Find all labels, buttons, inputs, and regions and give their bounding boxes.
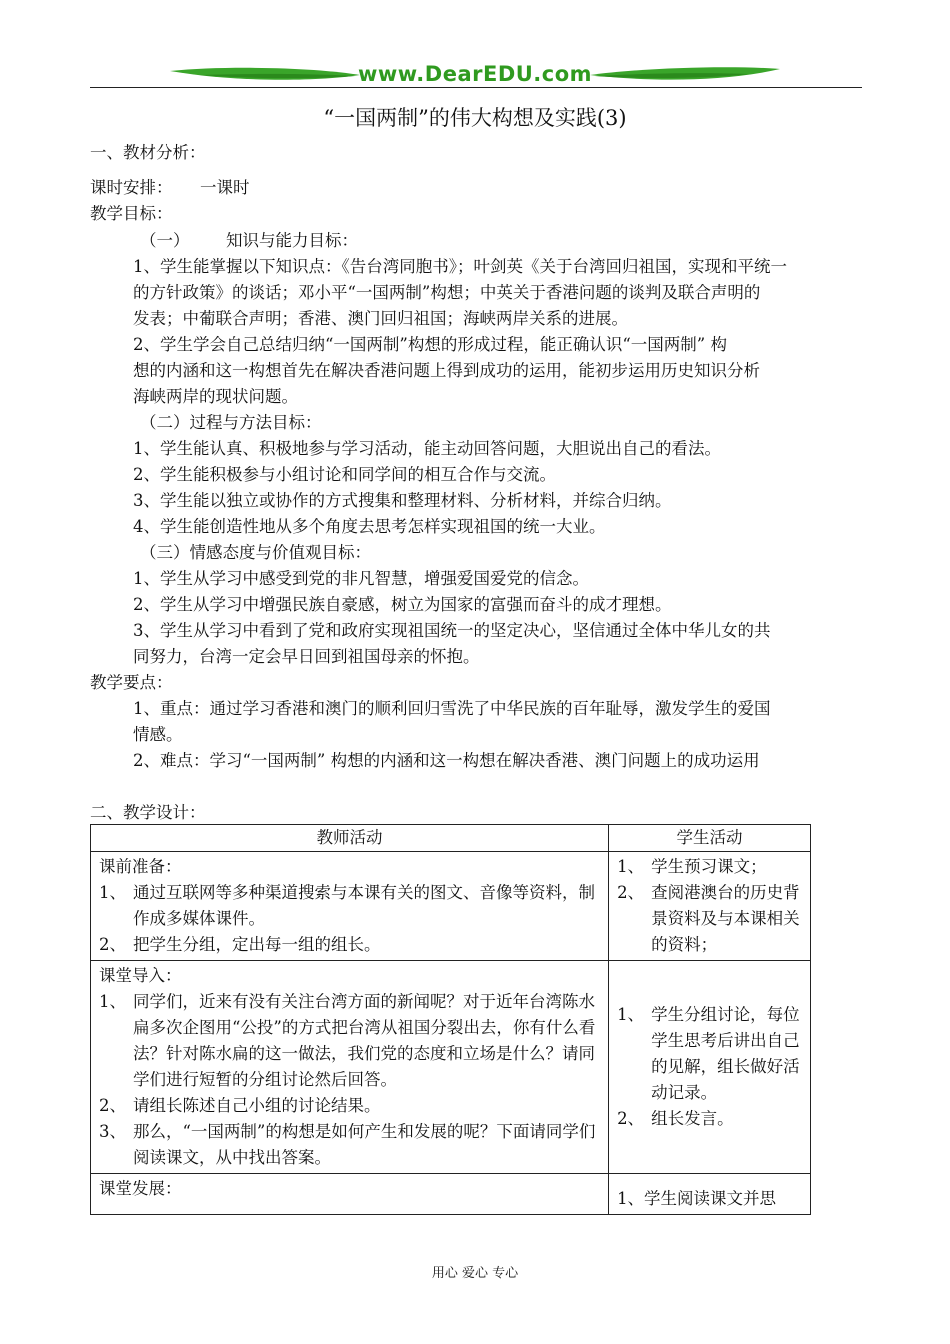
item-number: 2、 [617,1109,645,1128]
item-text: 同学们，近来有没有关注台湾方面的新闻呢？对于近年台湾陈水扁多次企图用“公投”的方式把台湾从祖国分裂出去，你有什么看法？针对陈水扁的这一做法，我们党的态度和立场是什么？请同学们进行短暂的分组讨论然后回答。 [133,992,596,1089]
goal1-number: （一） [140,231,190,250]
item-text: 把学生分组，定出每一组的组长。 [133,935,381,954]
section-heading-analysis: 一、教材分析： [90,143,206,162]
goal3-title: （三）情感态度与价值观目标： [140,543,371,562]
header-divider [90,87,862,88]
item-text: 学生分组讨论，每位学生思考后讲出自己的见解，组长做好活动记录。 [651,1005,800,1102]
item-number: 3、 [99,1122,126,1141]
column-header-student: 学生活动 [609,825,811,852]
goal1-paragraph2-line: 海峡两岸的现状问题。 [133,387,298,406]
list-item [99,989,604,1093]
item-number: 1、 [617,1005,645,1024]
column-header-teacher: 教师活动 [91,825,609,852]
student-cell [609,1174,811,1215]
goal3-item-line: 同努力，台湾一定会早日回到祖国母亲的怀抱。 [133,647,480,666]
teacher-stage-title: 课前准备： [99,857,182,876]
table-header-row [91,825,811,852]
item-number: 1、 [617,857,645,876]
goal1-paragraph2-line: 2、学生学会自己总结归纳“一国两制”构想的形成过程，能正确认识“一国两制” 构 [133,335,727,354]
item-text: 通过互联网等多种渠道搜索与本课有关的图文、音像等资料，制作成多媒体课件。 [133,883,595,928]
item-number: 1、 [99,992,126,1011]
keypoint-focus-line: 情感。 [133,725,183,744]
list-item [617,854,806,880]
student-cell [609,961,811,1174]
schedule-value: 一课时 [200,178,250,197]
page-footer: 用心 爱心 专心 [431,1266,519,1281]
site-url-logo-text: www.DearEDU.com [357,62,593,86]
goal1-paragraph1-line: 1、学生能掌握以下知识点：《告台湾同胞书》；叶剑英《关于台湾回归祖国，实现和平统一 [133,257,787,276]
goal2-item: 4、学生能创造性地从多个角度去思考怎样实现祖国的统一大业。 [133,517,606,536]
goal2-item: 2、学生能积极参与小组讨论和同学间的相互合作与交流。 [133,465,556,484]
item-text: 那么，“一国两制”的构想是如何产生和发展的呢？下面请同学们阅读课文，从中找出答案。 [133,1122,596,1167]
table-row [91,961,811,1174]
teacher-cell [91,961,609,1174]
list-item [617,880,806,958]
goal1-paragraph2-line: 想的内涵和这一构想首先在解决香港问题上得到成功的运用，能初步运用历史知识分析 [133,361,760,380]
goal3-item-line: 3、学生从学习中看到了党和政府实现祖国统一的坚定决心，坚信通过全体中华儿女的共 [133,621,771,640]
section-heading-design: 二、教学设计： [90,803,206,822]
lesson-design-table [90,824,811,1215]
teacher-stage-title: 课堂发展： [99,1179,182,1198]
list-item [99,880,604,932]
table-row [91,852,811,961]
student-text: 1、学生阅读课文并思 [617,1189,777,1208]
item-number: 2、 [99,1096,126,1115]
teacher-cell [91,852,609,961]
list-item [617,1106,806,1132]
goal1-paragraph1-line: 的方针政策》的谈话；邓小平“一国两制”构想；中英关于香港问题的谈判及联合声明的 [133,283,761,302]
list-item [99,932,604,958]
table-row [91,1174,811,1215]
goals-label: 教学目标： [90,204,173,223]
item-text: 请组长陈述自己小组的讨论结果。 [133,1096,381,1115]
teacher-stage-title: 课堂导入： [99,966,182,985]
item-text: 学生预习课文； [651,857,767,876]
list-item [617,1002,806,1106]
goal2-item: 1、学生能认真、积极地参与学习活动，能主动回答问题，大胆说出自己的看法。 [133,439,721,458]
goal2-item: 3、学生能以独立或协作的方式搜集和整理材料、分析材料，并综合归纳。 [133,491,672,510]
goal2-title: （二）过程与方法目标： [140,413,322,432]
schedule-label: 课时安排： [90,178,173,197]
keypoint-difficulty: 2、难点：学习“一国两制” 构想的内涵和这一构想在解决香港、澳门问题上的成功运用 [133,751,760,770]
goal1-title: 知识与能力目标： [226,231,358,250]
item-text: 组长发言。 [651,1109,734,1128]
teacher-cell [91,1174,609,1215]
goal3-item: 2、学生从学习中增强民族自豪感，树立为国家的富强而奋斗的成才理想。 [133,595,672,614]
item-number: 2、 [99,935,126,954]
document-title: “一国两制”的伟大构想及实践(3) [323,106,627,130]
goal3-item: 1、学生从学习中感受到党的非凡智慧，增强爱国爱党的信念。 [133,569,589,588]
student-cell [609,852,811,961]
keypoint-focus-line: 1、重点：通过学习香港和澳门的顺利回归雪洗了中华民族的百年耻辱，激发学生的爱国 [133,699,771,718]
item-number: 2、 [617,883,645,902]
list-item [99,1119,604,1171]
goal1-paragraph1-line: 发表；中葡联合声明；香港、澳门回归祖国；海峡两岸关系的进展。 [133,309,628,328]
keypoints-label: 教学要点： [90,673,173,692]
item-text: 查阅港澳台的历史背景资料及与本课相关的资料； [651,883,800,954]
list-item [99,1093,604,1119]
item-number: 1、 [99,883,126,902]
